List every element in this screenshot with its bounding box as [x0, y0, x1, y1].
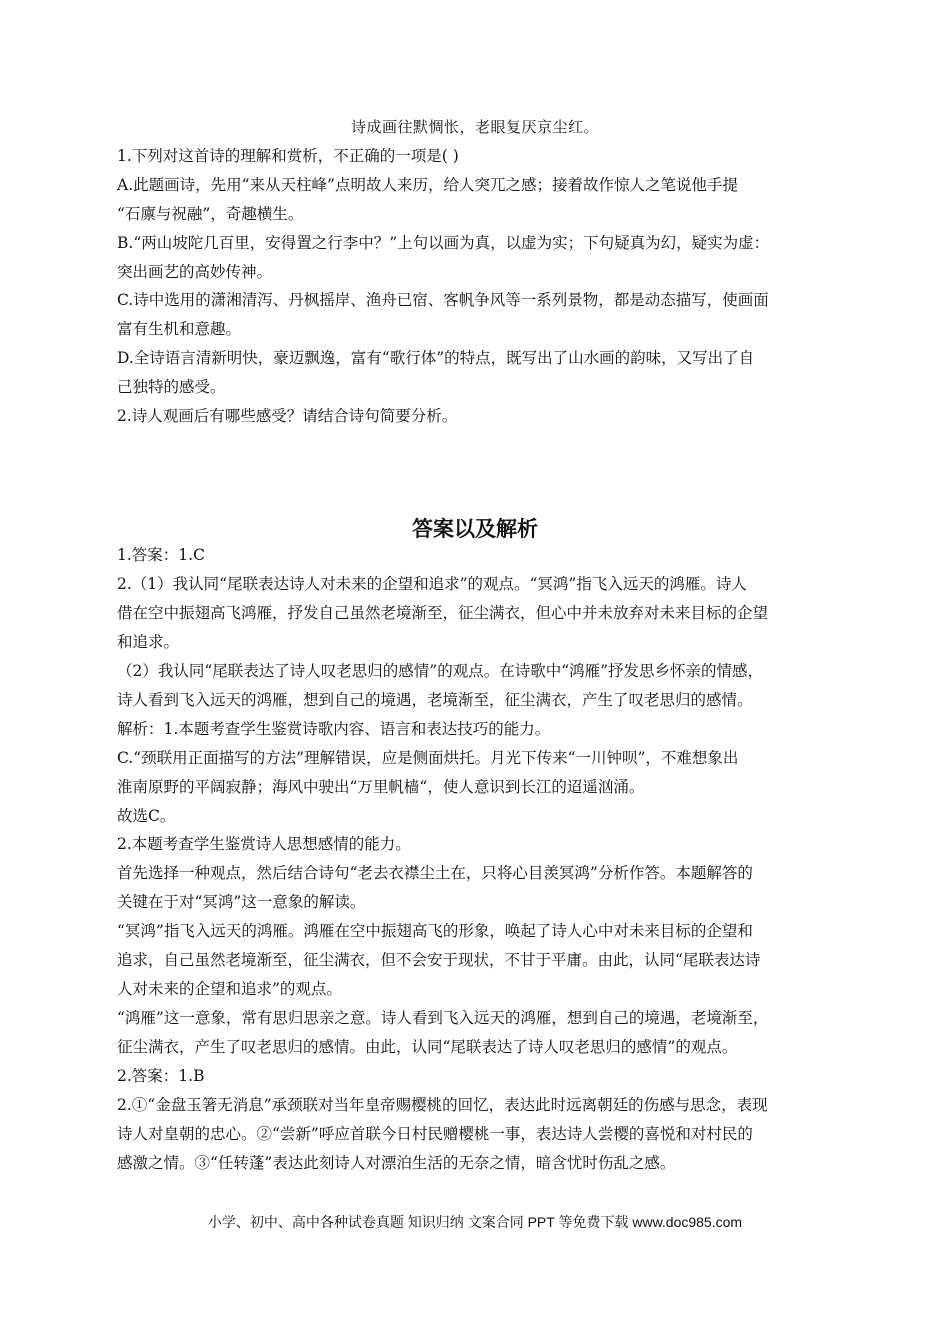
option-d-line-1: D.全诗语言清新明快，豪迈飘逸，富有“歌行体”的特点，既写出了山水画的韵味，又写出了自: [117, 349, 755, 367]
analysis-line: 人对未来的企望和追求”的观点。: [117, 980, 342, 998]
analysis-line: 2.本题考查学生鉴赏诗人思想感情的能力。: [117, 835, 411, 853]
poem-line: 诗成画往默惆怅，老眼复厌京尘红。: [350, 118, 599, 136]
answer-line: 2.①“金盘玉箸无消息”承颈联对当年皇帝赐樱桃的回忆，表达此时远离朝廷的伤感与思念，表现: [117, 1096, 768, 1114]
answer-line: 诗人对皇朝的忠心。②“尝新”呼应首联今日村民赠樱桃一事，表达诗人尝樱的喜悦和对村民的: [117, 1125, 753, 1143]
analysis-line: C.“颈联用正面描写的方法”理解错误，应是侧面烘托。月光下传来“一川钟呗”，不难想象出: [117, 749, 739, 767]
option-c-line-1: C.诗中选用的潇湘清泻、丹枫摇岸、渔舟已宿、客帆争风等一系列景物，都是动态描写，使画面: [117, 291, 769, 309]
question-1-stem: 1.下列对这首诗的理解和赏析，不正确的一项是( ): [117, 147, 459, 165]
analysis-line: 征尘满衣，产生了叹老思归的感情。由此，认同“尾联表达了诗人叹老思归的感情”的观点。: [117, 1038, 738, 1056]
answers-heading: 答案以及解析: [412, 517, 538, 541]
option-a-line-1: A.此题画诗，先用“来从天柱峰”点明故人来历，给人突兀之感；接着故作惊人之笔说他手提: [117, 176, 738, 194]
answer-line: 诗人看到飞入远天的鸿雁，想到自己的境遇，老境渐至，征尘满衣，产生了叹老思归的感情。: [117, 691, 753, 709]
footer-text: 小学、初中、高中各种试卷真题 知识归纳 文案合同 PPT 等免费下载 www.doc985.com: [207, 1214, 743, 1230]
option-b-line-2: 突出画艺的高妙传神。: [117, 263, 273, 281]
answer-line: 感激之情。③“任转蓬”表达此刻诗人对漂泊生活的无奈之情，暗含忧时伤乱之感。: [117, 1154, 676, 1172]
option-c-line-2: 富有生机和意趣。: [117, 320, 242, 338]
option-a-line-2: “石廪与祝融”，奇趣横生。: [117, 205, 304, 223]
option-d-line-2: 己独特的感受。: [117, 378, 226, 396]
analysis-line: “冥鸿”指飞入远天的鸿雁。鸿雁在空中振翅高飞的形象，唤起了诗人心中对未来目标的企望和: [117, 922, 753, 940]
analysis-line: 解析：1.本题考查学生鉴赏诗歌内容、语言和表达技巧的能力。: [117, 720, 551, 738]
answer-line: 借在空中振翅高飞鸿雁，抒发自己虽然老境渐至，征尘满衣，但心中并未放弃对未来目标的企望: [117, 604, 769, 622]
analysis-line: 首先选择一种观点，然后结合诗句“老去衣襟尘土在，只将心目羡冥鸿”分析作答。本题解答的: [117, 864, 753, 882]
analysis-line: 关键在于对“冥鸿”这一意象的解读。: [117, 893, 366, 911]
option-b-line-1: B.“两山坡陀几百里，安得置之行李中？”上句以画为真，以虚为实；下句疑真为幻，疑实为虚：: [117, 234, 770, 252]
answer-line: 和追求。: [117, 633, 180, 651]
analysis-line: 淮南原野的平阔寂静；海风中驶出“万里帆樯“，使人意识到长江的迢遥汹涌。: [117, 778, 645, 796]
answer-line: 2.（1）我认同“尾联表达诗人对未来的企望和追求”的观点。“冥鸿”指飞入远天的鸿雁。诗人: [117, 575, 747, 593]
analysis-line: 追求，自己虽然老境渐至，征尘满衣，但不会安于现状，不甘于平庸。由此，认同“尾联表达诗: [117, 951, 761, 969]
question-2-stem: 2.诗人观画后有哪些感受？请结合诗句简要分析。: [117, 407, 458, 425]
analysis-line: “鸿雁”这一意象，常有思归思亲之意。诗人看到飞入远天的鸿雁，想到自己的境遇，老境渐至，: [117, 1009, 769, 1027]
answer-line: 2.答案：1.B: [117, 1067, 205, 1085]
answer-line: （2）我认同“尾联表达了诗人叹老思归的感情”的观点。在诗歌中“鸿雁”抒发思乡怀亲的情感，: [117, 662, 764, 680]
analysis-line: 故选C。: [117, 807, 176, 825]
answer-line: 1.答案：1.C: [117, 546, 205, 564]
